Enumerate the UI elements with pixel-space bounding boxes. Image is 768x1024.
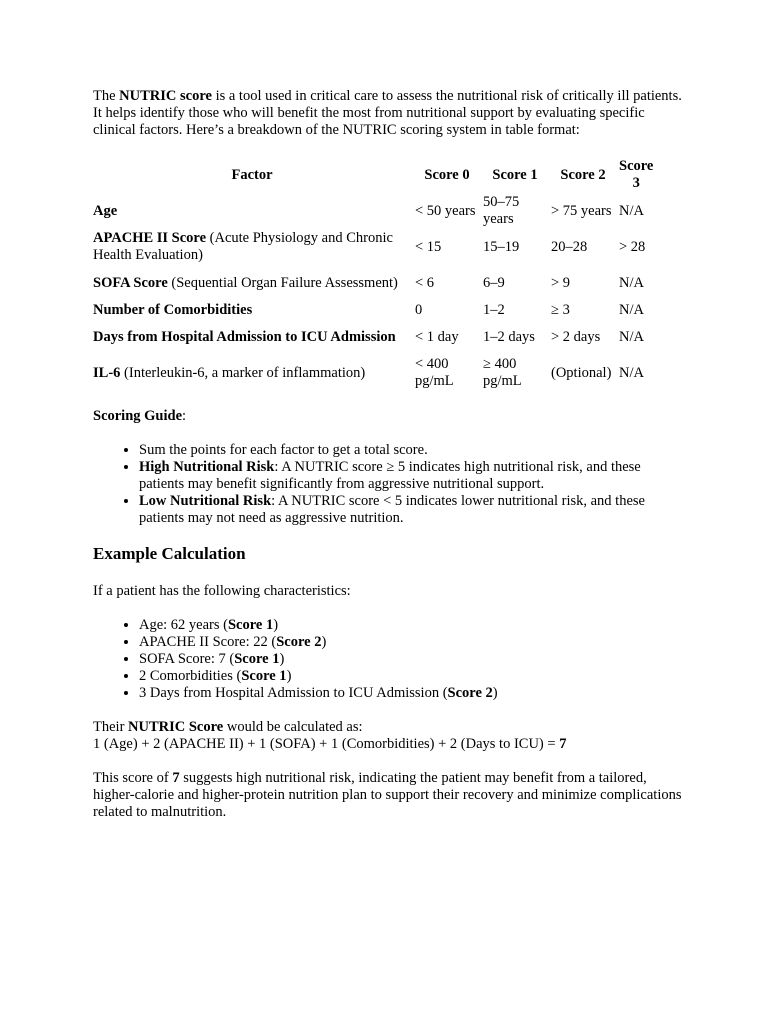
factor-name: IL-6 xyxy=(93,364,121,381)
list-item xyxy=(139,442,683,459)
example-heading: Example Calculation xyxy=(93,544,246,563)
list-item xyxy=(139,459,683,493)
factor-cell xyxy=(91,229,413,265)
scoring-guide-label xyxy=(93,408,683,425)
calc-text-rest: would be calculated as: xyxy=(223,719,363,735)
score-2-cell: > 9 xyxy=(551,274,571,291)
score-1-cell: 1–2 days xyxy=(483,328,535,345)
list-item-text: 2 Comorbidities ( xyxy=(139,668,242,684)
nutric-table xyxy=(91,157,655,391)
list-item-text: : A NUTRIC score < 5 indicates lower nutritional risk, and these patients may not need as aggressive nutrition. xyxy=(139,493,645,526)
intro-text: The xyxy=(93,88,120,104)
list-item-end: ) xyxy=(286,668,292,684)
list-item-end: ) xyxy=(273,617,279,633)
list-item-text: Age: 62 years ( xyxy=(139,617,228,633)
factor-name: Number of Comorbidities xyxy=(93,301,253,318)
header-factor: Factor xyxy=(231,166,273,183)
score-3-cell: N/A xyxy=(619,202,644,219)
score-0-cell: 0 xyxy=(415,301,423,318)
intro-paragraph xyxy=(93,88,683,139)
conclusion-paragraph xyxy=(93,770,683,821)
score-3-cell: N/A xyxy=(619,274,644,291)
table-row xyxy=(91,355,655,391)
factor-name: Days from Hospital Admission to ICU Admission xyxy=(93,328,396,345)
factor-name: APACHE II Score xyxy=(93,230,207,246)
list-item xyxy=(139,685,683,702)
score-1-cell: 1–2 xyxy=(483,301,505,318)
list-item-end: ) xyxy=(492,685,498,701)
score-0-cell: < 50 years xyxy=(415,202,476,219)
list-item-bold: Score 1 xyxy=(227,617,274,633)
score-2-cell: > 75 years xyxy=(551,202,612,219)
table-row xyxy=(91,193,655,229)
calc-formula: 1 (Age) + 2 (APACHE II) + 1 (SOFA) + 1 (Comorbidities) + 2 (Days to ICU) = xyxy=(93,736,560,752)
list-item-text: 3 Days from Hospital Admission to ICU Admission ( xyxy=(139,685,448,701)
table-row xyxy=(91,265,655,301)
table-row xyxy=(91,229,655,265)
intro-bold: NUTRIC score xyxy=(119,88,212,104)
table-row xyxy=(91,319,655,355)
list-item-bold: Score 1 xyxy=(234,651,280,667)
factor-cell xyxy=(91,193,413,229)
list-item-bold: Score 2 xyxy=(276,634,322,650)
factor-name: SOFA Score xyxy=(93,274,168,291)
scoring-guide-title: Scoring Guide xyxy=(93,408,183,424)
example-lead: If a patient has the following characteristics: xyxy=(93,583,351,599)
factor-cell xyxy=(91,265,413,301)
score-3-cell: N/A xyxy=(619,328,644,345)
score-3-cell: > 28 xyxy=(619,238,646,255)
score-2-cell: 20–28 xyxy=(551,238,588,255)
header-score-1: Score 1 xyxy=(492,166,538,183)
factor-cell xyxy=(91,319,413,355)
calc-total: 7 xyxy=(559,736,567,752)
list-item-bold: High Nutritional Risk xyxy=(139,459,275,475)
score-2-cell: ≥ 3 xyxy=(551,301,570,318)
calc-text: Their xyxy=(93,719,129,735)
list-item xyxy=(139,493,683,527)
factor-desc: (Sequential Organ Failure Assessment) xyxy=(167,274,398,291)
scoring-guide-list xyxy=(93,442,683,527)
factor-cell xyxy=(91,355,413,391)
scoring-guide-colon: : xyxy=(182,408,187,424)
factor-desc: (Interleukin-6, a marker of inflammation) xyxy=(120,364,366,381)
score-0-cell: < 15 xyxy=(415,238,442,255)
list-item xyxy=(139,617,683,634)
score-1-cell: 50–75 years xyxy=(483,194,520,227)
conclusion-text: This score of xyxy=(93,770,173,786)
conclusion-text-rest: suggests high nutritional risk, indicating the patient may benefit from a tailored, higher-calorie and higher-protein nutrition plan to support their recovery and minimize complications related to malnutrition. xyxy=(93,770,682,820)
score-0-cell: < 400 pg/mL xyxy=(415,356,454,389)
factor-name: Age xyxy=(93,202,118,219)
score-2-cell: > 2 days xyxy=(551,328,601,345)
calculation-paragraph xyxy=(93,719,683,753)
list-item-end: ) xyxy=(279,651,285,667)
list-item-bold: Score 1 xyxy=(241,668,287,684)
score-1-cell: 15–19 xyxy=(483,238,520,255)
score-1-cell: 6–9 xyxy=(483,274,505,291)
score-0-cell: < 6 xyxy=(415,274,435,291)
list-item xyxy=(139,634,683,651)
header-score-2: Score 2 xyxy=(560,166,606,183)
score-3-cell: N/A xyxy=(619,301,644,318)
list-item-text: APACHE II Score: 22 ( xyxy=(139,634,277,650)
intro-text-rest: is a tool used in critical care to assess the nutritional risk of critically ill patients. It helps identify those who will benefit the most from nutritional support by evaluating specific clinical factors. Here’s a breakdown of the NUTRIC scoring system in table format: xyxy=(93,88,682,138)
score-2-cell: (Optional) xyxy=(551,364,612,381)
list-item-bold: Score 2 xyxy=(447,685,493,701)
conclusion-bold: 7 xyxy=(172,770,180,786)
list-item-text: : A NUTRIC score ≥ 5 indicates high nutritional risk, and these patients may benefit significantly from aggressive nutritional support. xyxy=(139,459,641,492)
factor-cell xyxy=(91,301,413,319)
score-0-cell: < 1 day xyxy=(415,328,459,345)
list-item-text: SOFA Score: 7 ( xyxy=(139,651,235,667)
table-header-row xyxy=(91,157,655,193)
calc-bold: NUTRIC Score xyxy=(128,719,224,735)
list-item-text: Sum the points for each factor to get a total score. xyxy=(139,442,428,458)
list-item xyxy=(139,651,683,668)
list-item xyxy=(139,668,683,685)
header-score-3: Score 3 xyxy=(619,158,654,191)
table-row xyxy=(91,301,655,319)
score-3-cell: N/A xyxy=(619,364,644,381)
example-list xyxy=(93,617,683,702)
score-1-cell: ≥ 400 pg/mL xyxy=(483,356,522,389)
header-score-0: Score 0 xyxy=(424,166,470,183)
factor-desc: (Acute Physiology and Chronic Health Evaluation) xyxy=(93,230,393,263)
list-item-end: ) xyxy=(321,634,327,650)
document-content xyxy=(93,88,683,821)
list-item-bold: Low Nutritional Risk xyxy=(139,493,272,509)
